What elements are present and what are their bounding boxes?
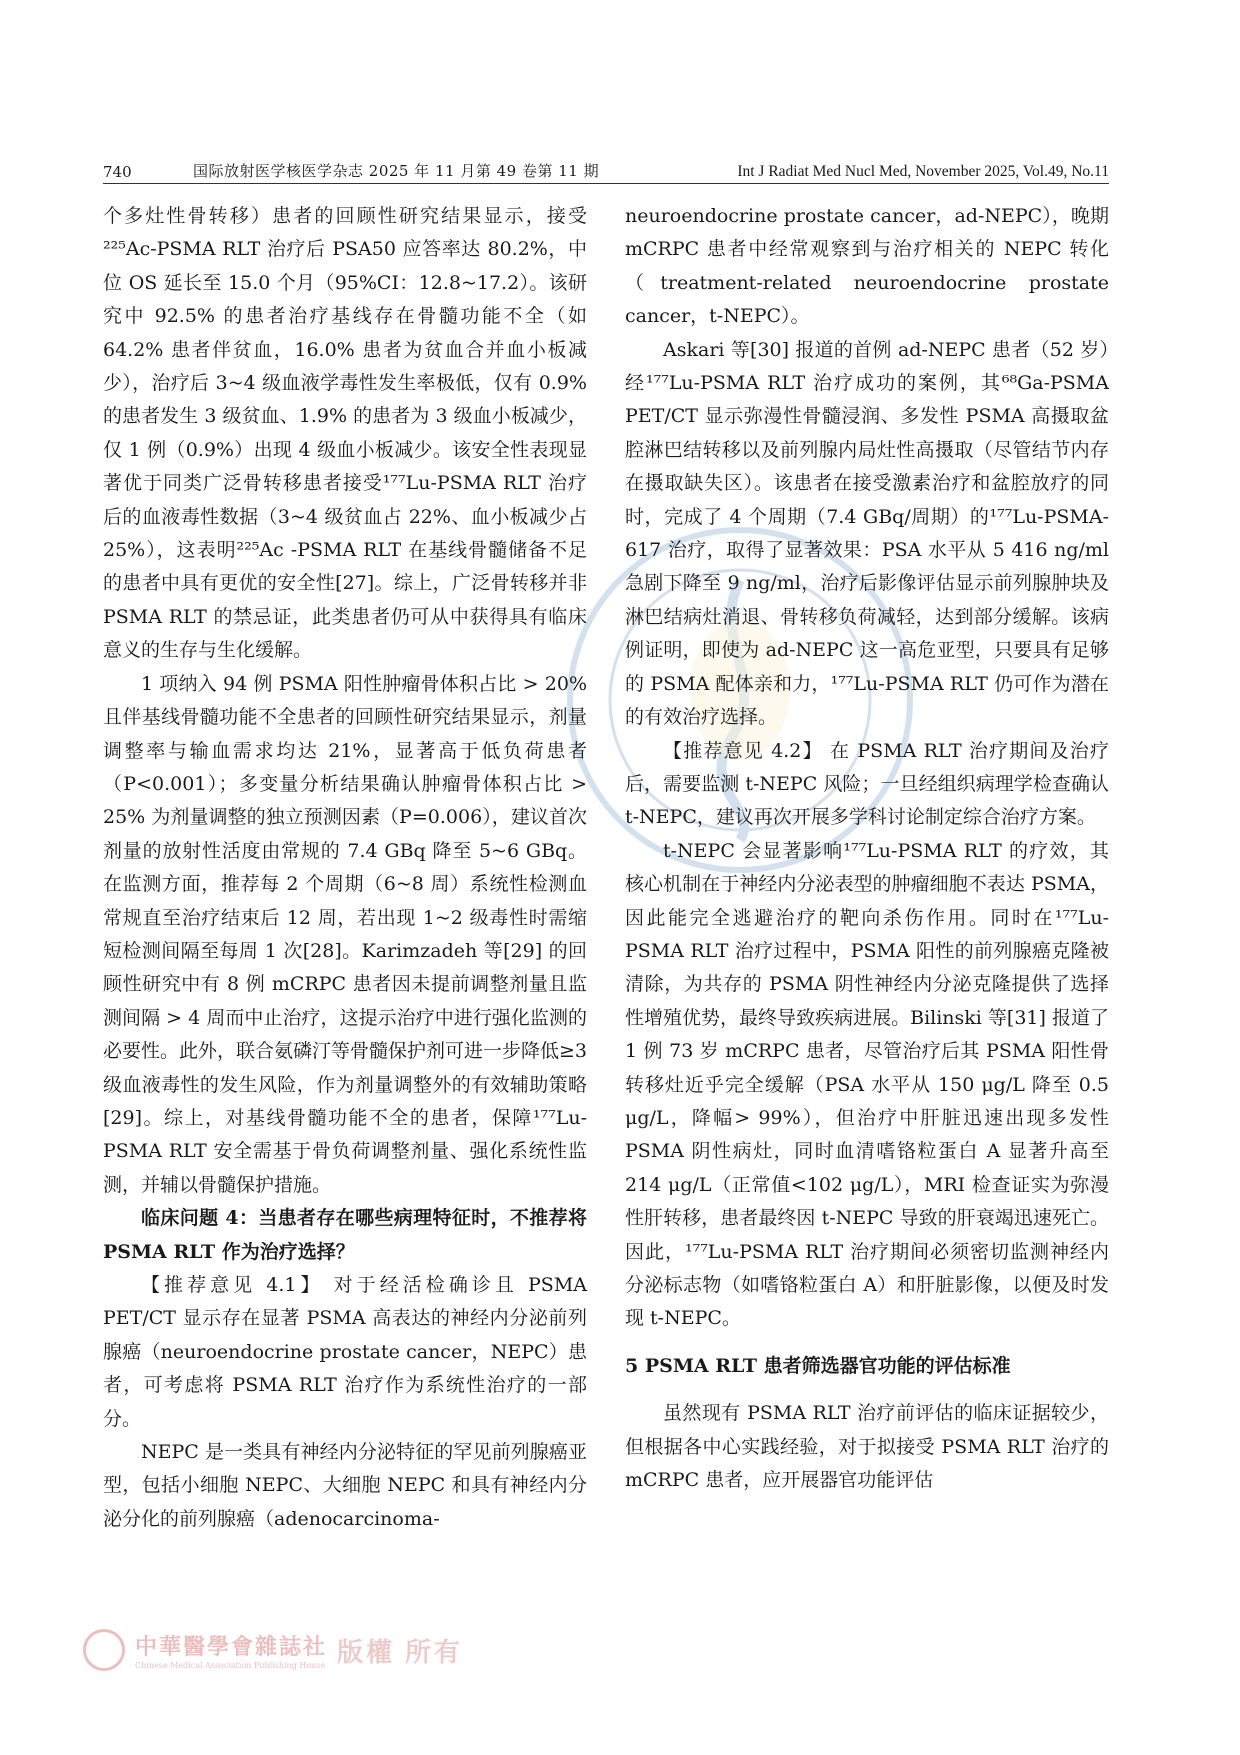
copyright-mark-1: 版權 bbox=[337, 1637, 396, 1668]
publisher-name-en: Chinese Medical Association Publishing House bbox=[135, 1661, 326, 1670]
recommendation-4-2: 【推荐意见 4.2】 在 PSMA RLT 治疗期间及治疗后，需要监测 t-NEPC 风险；一旦经组织病理学检查确认 t-NEPC，建议再次开展多学科讨论制定综合治疗方案。 bbox=[625, 739, 1109, 829]
paragraph: neuroendocrine prostate cancer，ad-NEPC），晚期 mCRPC 患者中经常观察到与治疗相关的 NEPC 转化（treatment-related neuroendocrine prostate cancer，t-NEPC）。 bbox=[625, 205, 1109, 328]
paragraph: 1 项纳入 94 例 PSMA 阳性肿瘤骨体积占比 > 20% 且伴基线骨髓功能不全患者的回顾性研究结果显示，剂量调整率与输血需求均达 21%，显著高于低负荷患者（P<0.001）；多变量分析结果确认肿瘤骨体积占比 > 25% 为剂量调整的独立预测因素（P=0.006），建议首次剂量的放射性活度由常规的 7.4 GBq 降至 5~6 GBq。在监测方面，推荐每 2 个周期（6~8 周）系统性检测血常规直至治疗结束后 12 周，若出现 1~2 级毒性时需缩短检测间隔至每周 1 次[28]。Karimzadeh 等[29] 的回顾性研究中有 8 例 mCRPC 患者因未提前调整剂量且监测间隔 > 4 周而中止治疗，这提示治疗中进行强化监测的必要性。此外，联合氨磷汀等骨髓保护剂可进一步降低≥3 级血液毒性的发生风险，作为剂量调整外的有效辅助策略[29]。综上，对基线骨髓功能不全的患者，保障¹⁷⁷Lu-PSMA RLT 安全需基于骨负荷调整剂量、强化系统性监测，并辅以骨髓保护措施。 bbox=[103, 672, 588, 1196]
right-column bbox=[625, 200, 1109, 1497]
paragraph: t-NEPC 会显著影响¹⁷⁷Lu-PSMA RLT 的疗效，其核心机制在于神经内分泌表型的肿瘤细胞不表达 PSMA，因此能完全逃避治疗的靶向杀伤作用。同时在¹⁷⁷Lu-PSMA RLT 治疗过程中，PSMA 阳性的前列腺癌克隆被清除，为共存的 PSMA 阴性神经内分泌克隆提供了选择性增殖优势，最终导致疾病进展。Bilinski 等[31] 报道了 1 例 73 岁 mCRPC 患者，尽管治疗后其 PSMA 阳性骨转移灶近乎完全缓解（PSA 水平从 150 μg/L 降至 0.5 μg/L，降幅> 99%），但治疗中肝脏迅速出现多发性 PSMA 阴性病灶，同时血清嗜铬粒蛋白 A 显著升高至 214 μg/L（正常值<102 μg/L），MRI 检查证实为弥漫性肝转移，患者最终因 t-NEPC 导致的肝衰竭迅速死亡。因此，¹⁷⁷Lu-PSMA RLT 治疗期间必须密切监测神经内分泌标志物（如嗜铬粒蛋白 A）和肝脏影像，以便及时发现 t-NEPC。 bbox=[625, 839, 1109, 1330]
recommendation-4-1: 【推荐意见 4.1】 对于经活检确诊且 PSMA PET/CT 显示存在显著 PSMA 高表达的神经内分泌前列腺癌（neuroendocrine prostate cancer，NEPC）患者，可考虑将 PSMA RLT 治疗作为系统性治疗的一部分。 bbox=[103, 1274, 587, 1430]
page-number: 740 bbox=[103, 163, 132, 181]
clinical-question-heading: 临床问题 4：当患者存在哪些病理特征时，不推荐将 PSMA RLT 作为治疗选择？ bbox=[103, 1207, 587, 1263]
publisher-seal-icon bbox=[83, 1629, 125, 1671]
paragraph: 个多灶性骨转移）患者的回顾性研究结果显示，接受²²⁵Ac-PSMA RLT 治疗后 PSA50 应答率达 80.2%，中位 OS 延长至 15.0 个月（95%CI：12.8~17.2）。该研究中 92.5% 的患者治疗基线存在骨髓功能不全（如 64.2% 患者伴贫血，16.0% 患者为贫血合并血小板减少），治疗后 3~4 级血液学毒性发生率极低，仅有 0.9% 的患者发生 3 级贫血、1.9% 的患者为 3 级血小板减少，仅 1 例（0.9%）出现 4 级血小板减少。该安全性表现显著优于同类广泛骨转移患者接受¹⁷⁷Lu-PSMA RLT 治疗后的血液毒性数据（3~4 级贫血占 22%、血小板减少占 25%），这表明²²⁵Ac -PSMA RLT 在基线骨髓储备不足的患者中具有更优的安全性[27]。综上，广泛骨转移并非 PSMA RLT 的禁忌证，此类患者仍可从中获得具有临床意义的生存与生化缓解。 bbox=[103, 205, 587, 662]
left-column bbox=[103, 200, 587, 1536]
section-heading: 5 PSMA RLT 患者筛选器官功能的评估标准 bbox=[625, 1354, 1011, 1377]
journal-title-cn: 国际放射医学核医学杂志 2025 年 11 月第 49 卷第 11 期 bbox=[193, 162, 600, 180]
header-rule bbox=[103, 183, 1109, 184]
paragraph: 虽然现有 PSMA RLT 治疗前评估的临床证据较少，但根据各中心实践经验，对于拟接受 PSMA RLT 治疗的 mCRPC 患者，应开展器官功能评估 bbox=[625, 1402, 1109, 1492]
paragraph: NEPC 是一类具有神经内分泌特征的罕见前列腺癌亚型，包括小细胞 NEPC、大细胞 NEPC 和具有神经内分泌分化的前列腺癌（adenocarcinoma- bbox=[103, 1441, 587, 1530]
copyright-mark-2: 所有 bbox=[405, 1637, 464, 1668]
publisher-name-cn: 中華醫學會雜誌社 bbox=[135, 1634, 328, 1660]
paragraph: Askari 等[30] 报道的首例 ad-NEPC 患者（52 岁）经¹⁷⁷Lu-PSMA RLT 治疗成功的案例，其⁶⁸Ga-PSMA PET/CT 显示弥漫性骨髓浸润、多发性 PSMA 高摄取盆腔淋巴结转移以及前列腺内局灶性高摄取（尽管结节内存在摄取缺失区）。该患者在接受激素治疗和盆腔放疗的同时，完成了 4 个周期（7.4 GBq/周期）的¹⁷⁷Lu-PSMA-617 治疗，取得了显著效果：PSA 水平从 5 416 ng/ml 急剧下降至 9 ng/ml，治疗后影像评估显示前列腺肿块及淋巴结病灶消退、骨转移负荷减轻，达到部分缓解。该病例证明，即使为 ad-NEPC 这一高危亚型，只要具有足够的 PSMA 配体亲和力，¹⁷⁷Lu-PSMA RLT 仍可作为潜在的有效治疗选择。 bbox=[625, 338, 1109, 729]
journal-title-en: Int J Radiat Med Nucl Med, November 2025, Vol.49, No.11 bbox=[737, 163, 1109, 180]
running-header bbox=[103, 155, 1109, 181]
publisher-logo bbox=[83, 1620, 463, 1680]
